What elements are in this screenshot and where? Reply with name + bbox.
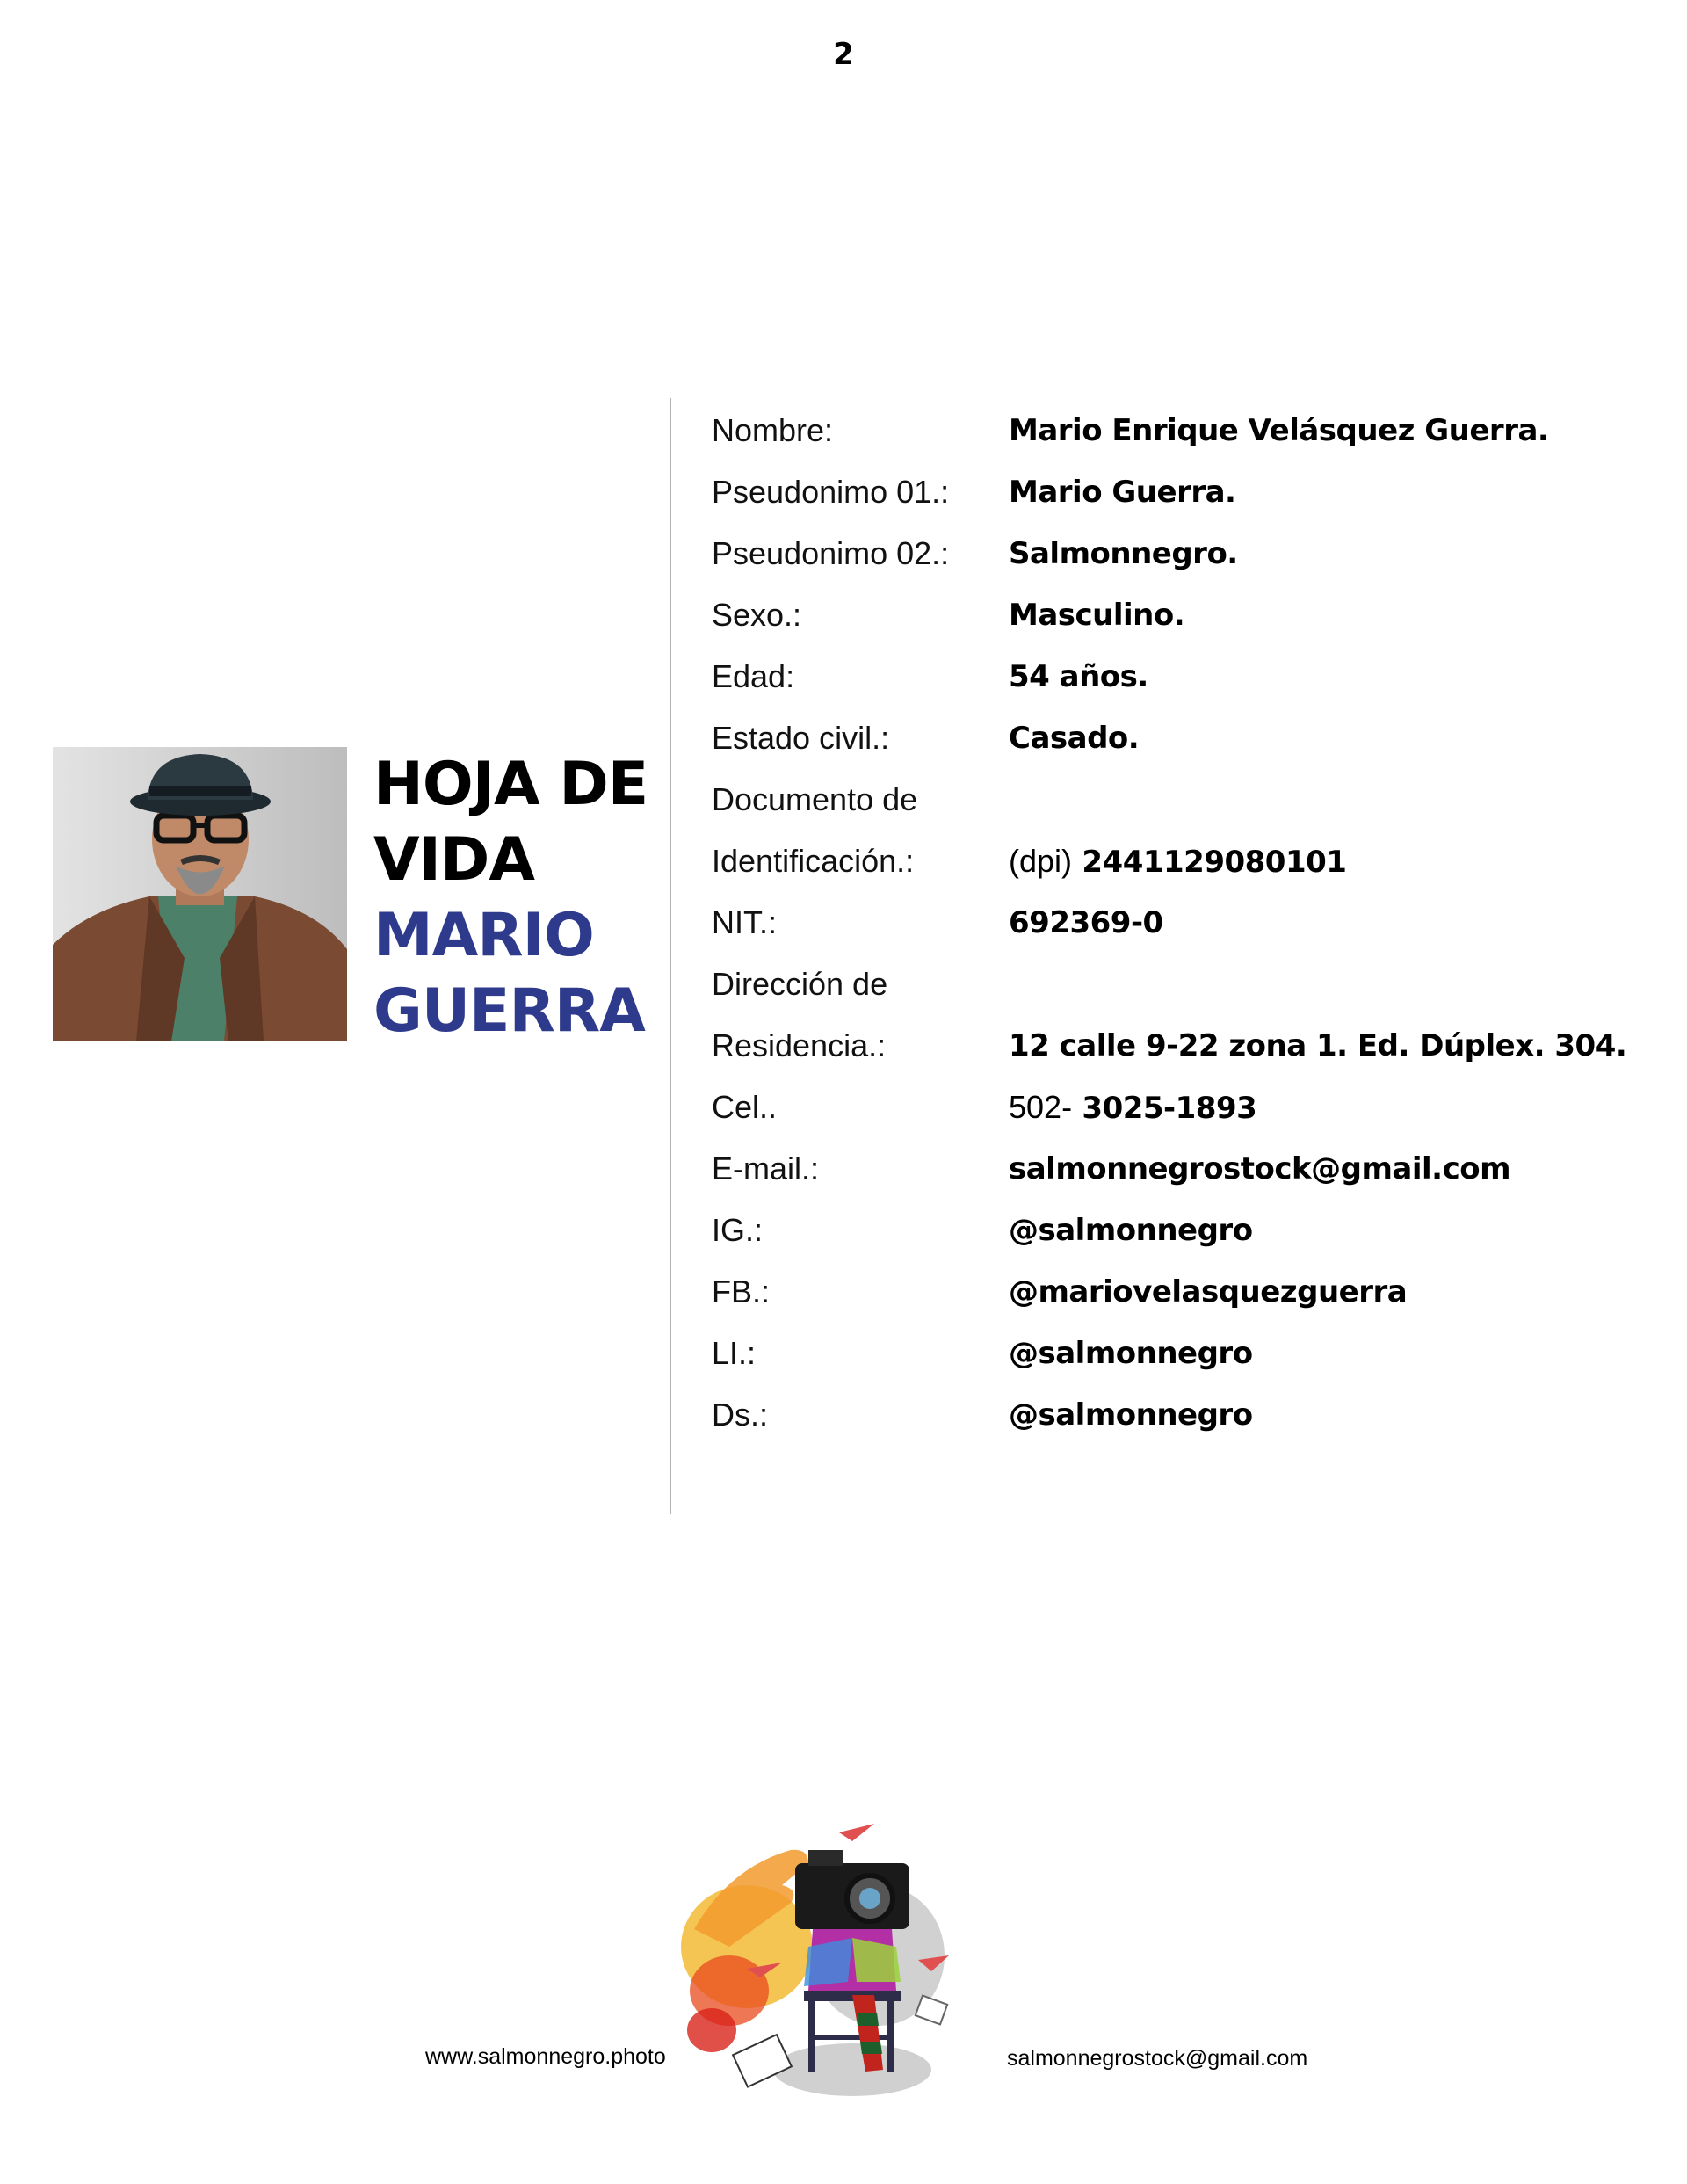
info-label: Residencia.: [712, 1027, 887, 1063]
info-label: E-mail.: [712, 1150, 820, 1186]
info-label: LI.: [712, 1335, 757, 1371]
info-value: Mario Enrique Velásquez Guerra. [1009, 413, 1549, 448]
info-row-ds [712, 1384, 1661, 1446]
info-row-nit [712, 892, 1661, 954]
info-row-linkedin [712, 1323, 1661, 1384]
phone-number: 3025-1893 [1082, 1091, 1257, 1126]
info-value: Casado. [1009, 721, 1140, 756]
info-value: Salmonnegro. [1009, 536, 1238, 571]
info-value: @salmonnegro [1009, 1213, 1253, 1248]
info-row-address [712, 1015, 1661, 1077]
title-line-2: VIDA [373, 825, 534, 895]
info-row-name [712, 400, 1661, 461]
info-value: 692369-0 [1009, 905, 1163, 940]
vertical-divider [670, 398, 671, 1514]
info-label: Pseudonimo 01.: [712, 474, 950, 510]
info-label: Documento de [712, 781, 918, 817]
info-label: Identificación.: [712, 843, 915, 879]
document-title [373, 747, 672, 1049]
info-value: 12 calle 9-22 zona 1. Ed. Dúplex. 304. [1009, 1028, 1627, 1063]
info-prefix: 502- [1009, 1089, 1073, 1125]
info-label: IG.: [712, 1212, 764, 1248]
info-label: Cel.. [712, 1089, 778, 1125]
info-row-address-label [712, 954, 1661, 1015]
info-label: Estado civil.: [712, 720, 890, 756]
info-row-age [712, 646, 1661, 707]
info-value: Masculino. [1009, 598, 1185, 633]
info-row-civil-status [712, 707, 1661, 769]
info-prefix: (dpi) [1009, 843, 1073, 879]
info-label: Nombre: [712, 412, 834, 448]
id-number: 2441129080101 [1082, 845, 1347, 880]
info-row-facebook [712, 1261, 1661, 1323]
footer-email[interactable]: salmonnegrostock@gmail.com [1007, 2046, 1308, 2071]
footer-website[interactable]: www.salmonnegro.photo [425, 2044, 666, 2069]
info-row-sex [712, 584, 1661, 646]
info-label: Dirección de [712, 966, 888, 1002]
info-row-pseudonym-1 [712, 461, 1661, 523]
title-name-last: GUERRA [373, 976, 645, 1046]
info-value: @salmonnegro [1009, 1336, 1253, 1371]
info-row-phone [712, 1077, 1661, 1138]
info-value: Mario Guerra. [1009, 475, 1236, 510]
info-value [1009, 1089, 1256, 1126]
info-label: Pseudonimo 02.: [712, 535, 950, 571]
info-label: Sexo.: [712, 597, 802, 633]
info-row-pseudonym-2 [712, 523, 1661, 584]
info-label: Edad: [712, 658, 795, 694]
title-name-first: MARIO [373, 901, 594, 970]
info-value: @salmonnegro [1009, 1397, 1253, 1433]
personal-info-list [712, 400, 1661, 1446]
info-row-id-doc-label [712, 769, 1661, 831]
page-number: 2 [833, 37, 854, 72]
info-value: salmonnegrostock@gmail.com [1009, 1151, 1511, 1186]
info-row-id-number [712, 831, 1661, 892]
info-value: @mariovelasquezguerra [1009, 1274, 1408, 1310]
camera-character-illustration [677, 1815, 975, 2105]
title-line-1: HOJA DE [373, 750, 648, 819]
info-label: FB.: [712, 1273, 771, 1310]
info-row-email [712, 1138, 1661, 1200]
portrait-photo [53, 747, 347, 1041]
info-row-instagram [712, 1200, 1661, 1261]
info-label: NIT.: [712, 904, 778, 940]
info-value [1009, 843, 1346, 880]
info-label: Ds.: [712, 1397, 769, 1433]
info-value: 54 años. [1009, 659, 1148, 694]
